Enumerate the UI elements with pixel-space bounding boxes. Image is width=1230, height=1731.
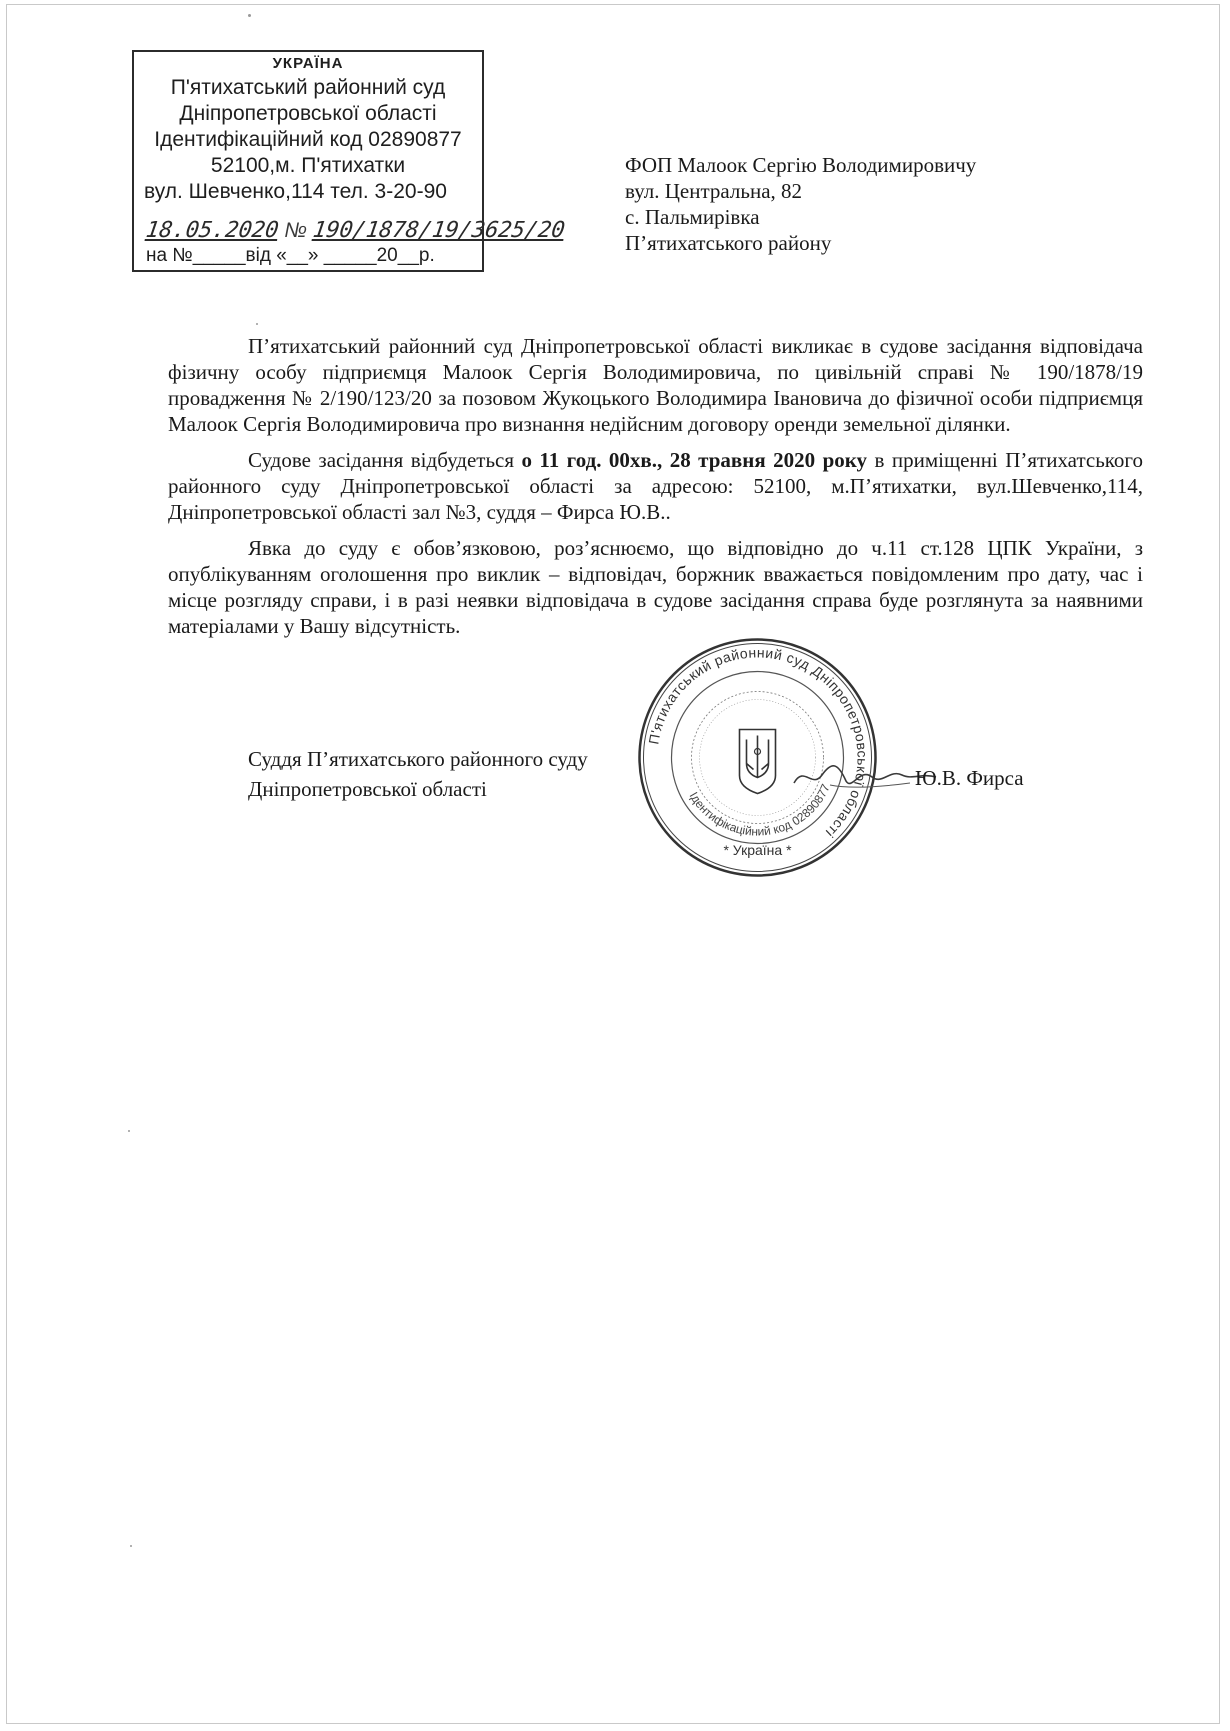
addressee-name: ФОП Малоок Сергію Володимировичу	[625, 153, 977, 177]
addressee-block	[625, 152, 976, 256]
stamp-street: вул. Шевченко,114 тел. 3-20-90	[144, 180, 447, 203]
hearing-intro: Судове засідання відбудеться	[248, 448, 522, 472]
stamp-incoming-line: на №_____від «__» _____20__р.	[146, 245, 435, 266]
seal-inner-textpath: Ідентифікаційний код 02890877	[686, 781, 833, 839]
seal-outer-textpath: П'ятихатський районний суд Дніпропетровської області	[645, 644, 871, 842]
body-paragraph-attendance: Явка до суду є обов’язковою, роз’яснюємо, що відповідно до ч.11 ст.128 ЦПК України, з опублікуванням оголошення про виклик – відповідач, боржник вважається повідомленим про дату, час і місце розгляду справи, і в разі неявки відповідача в судове засідання справа буде розглянута за наявними матеріалами у Вашу відсутність.	[168, 536, 1143, 638]
signer-name: Ю.В. Фирса	[915, 766, 1024, 790]
addressee-district: П’ятихатського району	[625, 231, 832, 255]
addressee-street: вул. Центральна, 82	[625, 179, 803, 203]
outgoing-number-prefix: №	[284, 219, 308, 242]
outgoing-number: 190/1878/19/3625/20	[311, 218, 567, 243]
body-paragraph-hearing	[168, 447, 1143, 525]
stamp-court-name: П'ятихатський районний суд	[170, 76, 446, 99]
stamp-region: Дніпропетровської області	[179, 102, 437, 125]
addressee-village: с. Пальмирівка	[625, 205, 760, 229]
signer-title-line2: Дніпропетровської області	[248, 777, 487, 801]
signer-title-line1: Суддя П’ятихатського районного суду	[248, 747, 588, 771]
stamp-id-code: Ідентифікаційний код 02890877	[154, 128, 462, 151]
hearing-datetime: о 11 год. 00хв., 28 травня 2020 року	[521, 448, 868, 472]
hearing-location: в приміщенні П’ятихатського районного суду Дніпропетровської області за адресою: 52100, м.П’ятихатки, вул.Шевченко,114, Дніпропетровської області зал №3, суддя – Фирса Ю.В..	[168, 448, 1144, 524]
trident-emblem-icon	[740, 730, 776, 794]
scan-speck	[256, 323, 258, 325]
outgoing-date: 18.05.2020	[144, 218, 281, 243]
stamp-outgoing-line	[146, 218, 565, 243]
court-header-stamp	[132, 50, 567, 272]
scan-speck	[128, 1130, 130, 1132]
seal-bottom-text: * Україна *	[723, 842, 792, 858]
stamp-city: 52100,м. П'ятихатки	[210, 154, 406, 177]
scan-speck	[248, 14, 251, 17]
stamp-country: УКРАЇНА	[272, 55, 344, 72]
body-paragraph-summons: П’ятихатський районний суд Дніпропетровської області викликає в судове засідання відповідача фізичну особу підприємця Малоок Сергія Володимировича, по цивільній справі № 190/1878/19 провадження № 2/190/123/20 за позовом Жукоцького Володимира Івановича до фізичної особи підприємця Малоок Сергія Володимировича про визнання недійсним договору оренди земельної ділянки.	[168, 334, 1143, 436]
scan-speck	[130, 1545, 132, 1547]
letter-body	[168, 333, 1143, 649]
signature-block	[248, 744, 588, 804]
